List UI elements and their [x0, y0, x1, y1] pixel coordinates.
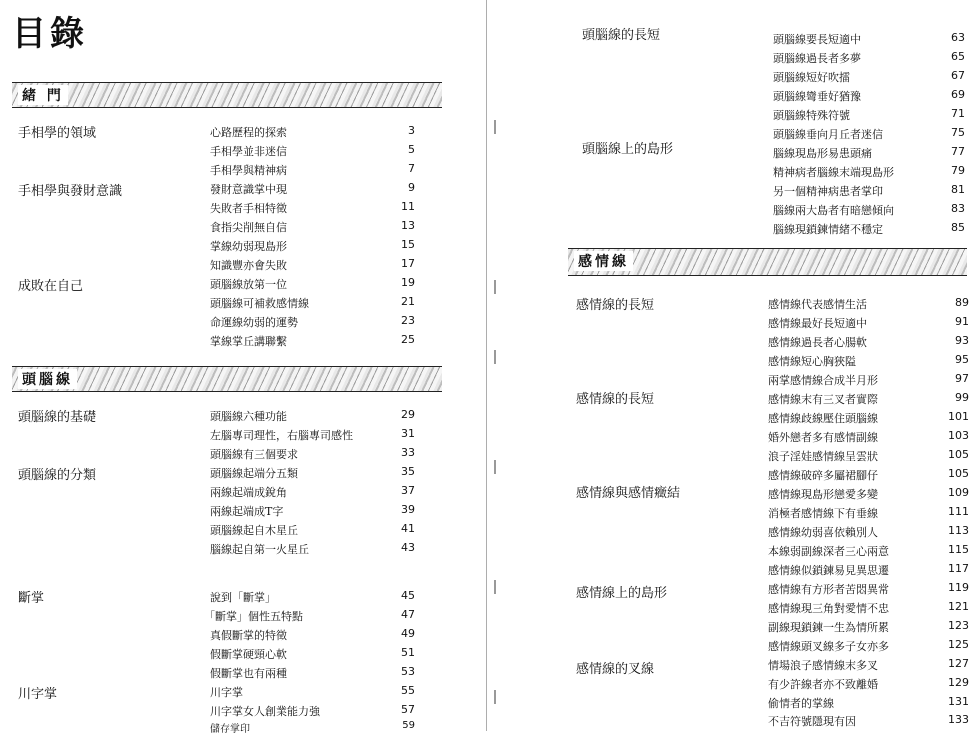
page-number: 131 — [948, 695, 969, 708]
toc-entry: 兩線起端成銳角 — [210, 486, 287, 499]
page-number: 13 — [401, 219, 415, 232]
page-number: 129 — [948, 676, 969, 689]
toc-entry: 婚外戀者多有感情副線 — [768, 431, 878, 444]
right-page — [490, 0, 977, 731]
page-number: 19 — [401, 276, 415, 289]
toc-entry: 手相學與精神病 — [210, 164, 287, 177]
page-number: 133 — [948, 713, 969, 726]
section-heading-band — [568, 248, 967, 276]
page-number: 67 — [951, 69, 965, 82]
toc-entry: 頭腦線短好吹擂 — [773, 71, 850, 84]
page-number: 15 — [401, 238, 415, 251]
page-title: 目錄 — [12, 14, 88, 54]
toc-entry: 發財意識掌中現 — [210, 183, 287, 196]
page-number: 11 — [401, 200, 415, 213]
toc-entry: 感情線最好長短適中 — [768, 317, 867, 330]
toc-entry: 手相學並非迷信 — [210, 145, 287, 158]
page-number: 47 — [401, 608, 415, 621]
topic-title: 頭腦線上的島形 — [582, 142, 674, 157]
page-number: 35 — [401, 465, 415, 478]
toc-entry: 腦線兩大島者有暗戀傾向 — [773, 204, 894, 217]
toc-entry: 浪子淫娃感情線呈雲狀 — [768, 450, 878, 463]
page-number: 23 — [401, 314, 415, 327]
topic-title: 手相學與發財意識 — [18, 184, 123, 199]
section-heading: 感情線 — [574, 251, 633, 271]
topic-title: 頭腦線的分類 — [18, 468, 97, 483]
page-number: 109 — [948, 486, 969, 499]
toc-entry: 儲存掌印 — [210, 724, 250, 735]
page-number: 39 — [401, 503, 415, 516]
page-number: 77 — [951, 145, 965, 158]
toc-entry: 感情線破碎多屬裙腳仔 — [768, 469, 878, 482]
toc-entry: 感情線幼弱喜依賴別人 — [768, 526, 878, 539]
toc-entry: 感情線代表感情生活 — [768, 298, 867, 311]
page-number: 5 — [408, 143, 415, 156]
toc-entry: 食指尖削無自信 — [210, 221, 287, 234]
page-number: 121 — [948, 600, 969, 613]
page-number: 117 — [948, 562, 969, 575]
page-number: 7 — [408, 162, 415, 175]
toc-entry: 腦線現鎖鍊情緒不穩定 — [773, 223, 883, 236]
page-number: 9 — [408, 181, 415, 194]
page-number: 83 — [951, 202, 965, 215]
toc-entry: 情場浪子感情線末多叉 — [768, 659, 878, 672]
page-number: 123 — [948, 619, 969, 632]
toc-entry: 偷情者的掌線 — [768, 697, 834, 710]
toc-entry: 左腦專司理性，右腦專司感性 — [210, 429, 353, 442]
toc-entry: 有少許線者亦不致離婚 — [768, 678, 878, 691]
toc-entry: 頭腦線起端分五類 — [210, 467, 298, 480]
page-number: 31 — [401, 427, 415, 440]
toc-entry: 頭腦線有三個要求 — [210, 448, 298, 461]
toc-entry: 頭腦線六種功能 — [210, 410, 287, 423]
section-heading: 緒 門 — [18, 85, 68, 105]
page-number: 75 — [951, 126, 965, 139]
page-number: 93 — [955, 334, 969, 347]
page-number: 21 — [401, 295, 415, 308]
topic-title: 川字掌 — [18, 687, 58, 702]
page-number: 111 — [948, 505, 969, 518]
toc-entry: 頭腦線起自木星丘 — [210, 524, 298, 537]
page-number: 79 — [951, 164, 965, 177]
page-number: 53 — [401, 665, 415, 678]
toc-entry: 兩線起端成T字 — [210, 505, 284, 518]
page-number: 3 — [408, 124, 415, 137]
page-number: 49 — [401, 627, 415, 640]
page-number: 89 — [955, 296, 969, 309]
page-number: 59 — [402, 720, 415, 731]
page-number: 127 — [948, 657, 969, 670]
page-number: 25 — [401, 333, 415, 346]
topic-title: 感情線的叉線 — [576, 662, 655, 677]
topic-title: 頭腦線的長短 — [582, 28, 661, 43]
page-number: 119 — [948, 581, 969, 594]
page-number: 101 — [948, 410, 969, 423]
topic-title: 成敗在自己 — [18, 279, 84, 294]
page-number: 65 — [951, 50, 965, 63]
toc-entry: 川字掌女人創業能力強 — [210, 705, 320, 718]
page-number: 91 — [955, 315, 969, 328]
toc-entry: 失敗者手相特徵 — [210, 202, 287, 215]
page-number: 85 — [951, 221, 965, 234]
page-number: 105 — [948, 448, 969, 461]
page-number: 81 — [951, 183, 965, 196]
page-number: 103 — [948, 429, 969, 442]
toc-entry: 頭腦線過長者多夢 — [773, 52, 861, 65]
toc-entry: 消極者感情線下有垂線 — [768, 507, 878, 520]
toc-entry: 感情線頭叉線多子女亦多 — [768, 640, 889, 653]
toc-entry: 感情線現三角對愛情不忠 — [768, 602, 889, 615]
page-number: 125 — [948, 638, 969, 651]
toc-entry: 假斷掌硬頸心軟 — [210, 648, 287, 661]
toc-entry: 掌線幼弱現島形 — [210, 240, 287, 253]
toc-entry: 假斷掌也有兩種 — [210, 667, 287, 680]
section-heading-band — [12, 366, 442, 392]
toc-entry: 真假斷掌的特徵 — [210, 629, 287, 642]
toc-entry: 頭腦線特殊符號 — [773, 109, 850, 122]
toc-entry: 感情線末有三叉者實際 — [768, 393, 878, 406]
toc-entry: 頭腦線垂向月丘者迷信 — [773, 128, 883, 141]
toc-entry: 感情線歧線壓住頭腦線 — [768, 412, 878, 425]
toc-entry: 川字掌 — [210, 686, 243, 699]
page-number: 37 — [401, 484, 415, 497]
toc-entry: 感情線似鎖鍊易見異思遷 — [768, 564, 889, 577]
left-page — [0, 0, 488, 735]
topic-title: 感情線的長短 — [576, 392, 655, 407]
toc-entry: 腦線現島形易患頭痛 — [773, 147, 872, 160]
toc-entry: 「斷掌」個性五特點 — [204, 610, 303, 623]
toc-entry: 副線現鎖鍊一生為情所累 — [768, 621, 889, 634]
page-number: 99 — [955, 391, 969, 404]
topic-title: 頭腦線的基礎 — [18, 410, 97, 425]
page-number: 33 — [401, 446, 415, 459]
page-number: 69 — [951, 88, 965, 101]
toc-entry: 腦線起自第一火星丘 — [210, 543, 309, 556]
toc-entry: 知識豐亦會失敗 — [210, 259, 287, 272]
topic-title: 感情線與感情癥結 — [576, 486, 681, 501]
page-number: 63 — [951, 31, 965, 44]
toc-entry: 說到「斷掌」 — [210, 591, 276, 604]
page-number: 17 — [401, 257, 415, 270]
section-heading: 頭腦線 — [18, 369, 77, 389]
topic-title: 手相學的領域 — [18, 126, 97, 141]
toc-entry: 精神病者腦線末端現島形 — [773, 166, 894, 179]
topic-title: 感情線的長短 — [576, 298, 655, 313]
toc-entry: 感情線過長者心腸軟 — [768, 336, 867, 349]
toc-entry: 掌線掌丘講聯繫 — [210, 335, 287, 348]
section-heading-band — [12, 82, 442, 108]
page-number: 57 — [401, 703, 415, 716]
page-number: 45 — [401, 589, 415, 602]
topic-title: 感情線上的島形 — [576, 586, 668, 601]
page-number: 113 — [948, 524, 969, 537]
toc-entry: 感情線現島形戀愛多變 — [768, 488, 878, 501]
topic-title: 斷掌 — [18, 591, 45, 606]
toc-entry: 頭腦線彎垂好猶豫 — [773, 90, 861, 103]
page-number: 105 — [948, 467, 969, 480]
toc-entry: 另一個精神病患者掌印 — [773, 185, 883, 198]
toc-entry: 頭腦線可補救感情線 — [210, 297, 309, 310]
page-number: 29 — [401, 408, 415, 421]
toc-entry: 頭腦線放第一位 — [210, 278, 287, 291]
toc-entry: 兩掌感情線合成半月形 — [768, 374, 878, 387]
toc-entry: 命運線幼弱的運勢 — [210, 316, 298, 329]
toc-entry: 本線弱副線深者三心兩意 — [768, 545, 889, 558]
page-number: 43 — [401, 541, 415, 554]
toc-entry: 頭腦線要長短適中 — [773, 33, 861, 46]
page-number: 95 — [955, 353, 969, 366]
toc-entry: 心路歷程的探索 — [210, 126, 287, 139]
toc-entry: 感情線有方形者苦悶異常 — [768, 583, 889, 596]
toc-entry: 不吉符號隱現有因 — [768, 715, 856, 728]
page-number: 51 — [401, 646, 415, 659]
toc-entry: 感情線短心胸狹隘 — [768, 355, 856, 368]
page-number: 97 — [955, 372, 969, 385]
page-number: 115 — [948, 543, 969, 556]
page-number: 55 — [401, 684, 415, 697]
page-number: 71 — [951, 107, 965, 120]
page-number: 41 — [401, 522, 415, 535]
